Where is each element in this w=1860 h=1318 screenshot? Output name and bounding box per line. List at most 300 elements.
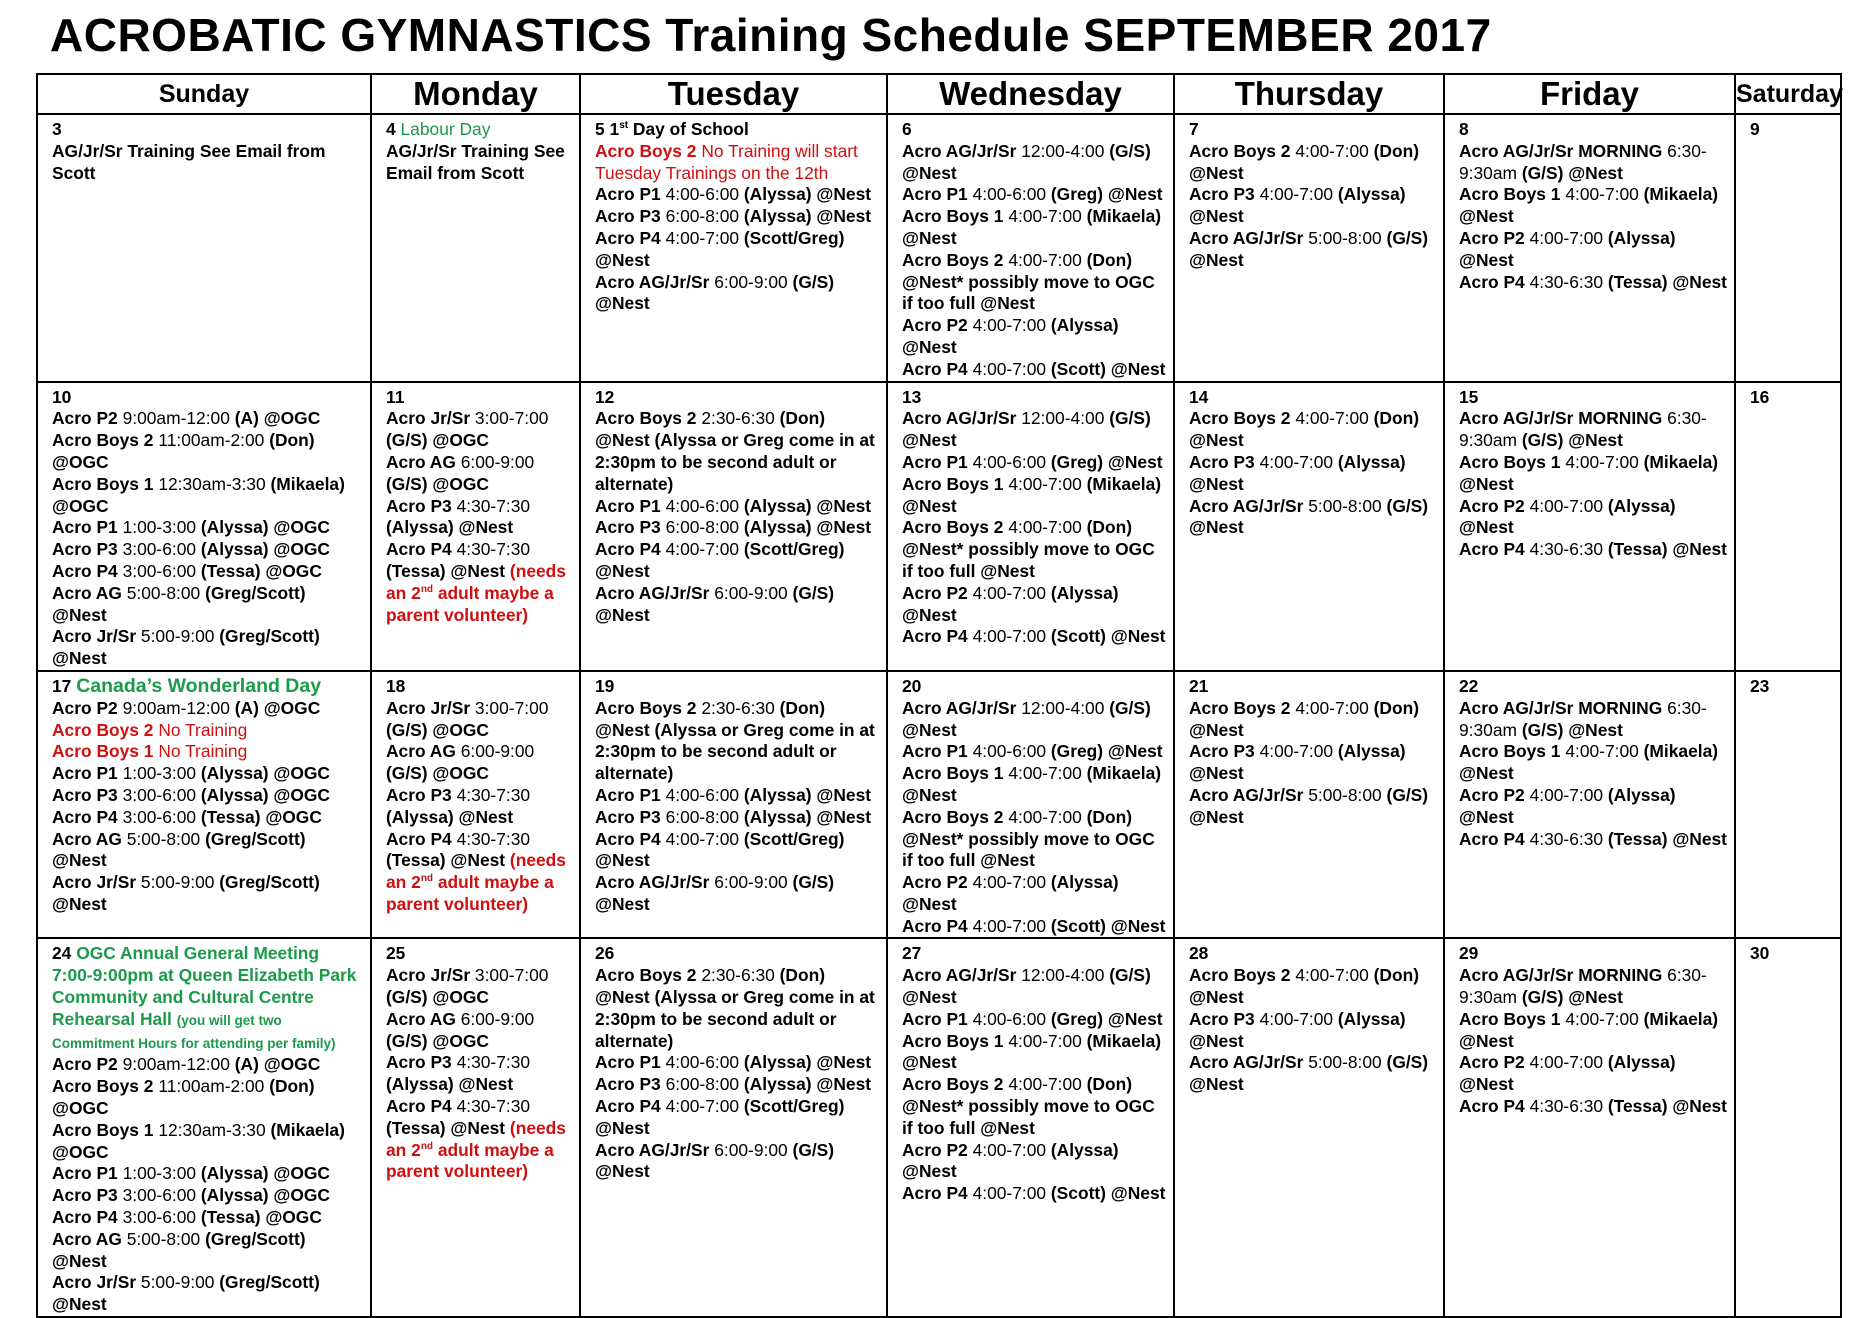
entry-time: 2:30-6:30 (696, 965, 780, 986)
day-cell-sep-15 (1444, 382, 1735, 671)
entry-label: Acro AG/Jr/Sr (1189, 1052, 1304, 1073)
entry-detail: (Mikaela) @Nest (902, 1030, 1162, 1073)
day-cell-sep-6 (887, 114, 1174, 382)
entry-detail: (G/S) @OGC (386, 1030, 489, 1051)
entry (595, 1074, 880, 1096)
entry (386, 452, 573, 496)
entry-detail: (G/S) @Nest (1521, 719, 1623, 740)
entry-time: 4:30-6:30 (1524, 539, 1608, 560)
entry (1459, 1009, 1728, 1053)
entry-detail: (G/S) @Nest (595, 582, 835, 625)
entry-label: Acro Jr/Sr (52, 872, 137, 893)
entry (386, 496, 573, 540)
entry-detail: (Scott/Greg) @Nest (595, 539, 845, 581)
entry-label: Acro AG/Jr/Sr (902, 140, 1017, 161)
notice-program: Acro Boys 2 (595, 140, 697, 161)
entry (595, 496, 880, 518)
entry-detail: (Tessa) @OGC (200, 1207, 322, 1228)
entry-label: Acro P4 (52, 806, 118, 827)
notice-program: Acro Boys 2 (52, 719, 154, 740)
day-number: 25 (386, 943, 406, 964)
entry (386, 408, 573, 452)
entry-detail: (Tessa) @Nest (1607, 828, 1727, 849)
entry-detail: (Scott) @Nest (1050, 1183, 1166, 1204)
entry-time: 6:30-9:30am (1459, 140, 1707, 183)
entry-time: 12:30am-3:30 (153, 1119, 271, 1140)
entry-label: Acro P4 (902, 1183, 968, 1204)
entry-time: 4:00-7:00 (1003, 763, 1087, 784)
header-saturday: Saturday (1735, 74, 1841, 114)
entry-label: Acro P2 (1459, 495, 1525, 516)
entry-detail: (Greg) @Nest (1050, 741, 1163, 762)
notice-text: No Training (153, 719, 248, 740)
entry-label: Acro Boys 2 (595, 965, 697, 986)
entry-time: 1:00-3:00 (117, 517, 201, 538)
entry-label: Acro AG/Jr/Sr MORNING (1459, 697, 1663, 718)
entry (1189, 785, 1437, 829)
entry (902, 141, 1167, 185)
entry-time: 3:00-6:00 (117, 784, 201, 805)
entry-detail: (Don) @Nest (1189, 965, 1420, 1008)
entry-detail: (G/S) @Nest (1521, 162, 1623, 183)
entry-time: 3:00-6:00 (117, 539, 201, 560)
entry-label: Acro P4 (1459, 271, 1525, 292)
entry-time: 5:00-8:00 (121, 1228, 206, 1249)
entry-detail: (Alyssa) @Nest (743, 1052, 872, 1073)
entry-label: Acro P2 (1459, 784, 1525, 805)
entry-label: Acro P4 (595, 539, 661, 560)
entry (1189, 1009, 1437, 1053)
notice-program: Acro Boys 1 (52, 741, 154, 762)
entry (386, 1009, 573, 1053)
entry (902, 1009, 1167, 1031)
entry (595, 408, 880, 495)
entry (1189, 141, 1437, 185)
entry-time: 5:00-8:00 (1303, 784, 1387, 805)
entry (1189, 184, 1437, 228)
header-wednesday: Wednesday (887, 74, 1174, 114)
entry-label: Acro Boys 2 (595, 408, 697, 429)
entry-label: Acro AG (52, 828, 122, 849)
day-number: 27 (902, 943, 922, 964)
entry-time: 4:00-7:00 (1003, 249, 1087, 270)
notice (52, 741, 364, 763)
day-cell-sep-8 (1444, 114, 1735, 382)
day-number: 9 (1750, 119, 1760, 139)
entry-time: 4:00-7:00 (1560, 184, 1644, 205)
entry-time: 4:30-6:30 (1524, 271, 1608, 292)
entry (386, 539, 573, 626)
entry-label: Acro P1 (595, 495, 661, 516)
entry-time: 3:00-6:00 (117, 1185, 201, 1206)
entry-label: Acro Boys 2 (1189, 697, 1291, 718)
day-number: 6 (902, 119, 912, 139)
entry (1459, 1096, 1728, 1118)
entry-label: Acro Boys 1 (1459, 184, 1561, 205)
entry-label: Acro Boys 2 (1189, 140, 1291, 161)
entry-detail: (G/S) @OGC (386, 473, 489, 494)
entry-detail: (Alyssa) @Nest (1459, 495, 1676, 538)
entry-detail: (Tessa) @Nest (386, 1117, 510, 1138)
entry-detail: (Tessa) @Nest (386, 850, 510, 871)
entry-detail: (Tessa) @Nest (1607, 539, 1727, 560)
entry-time: 4:30-7:30 (451, 1096, 531, 1117)
entry (595, 1096, 880, 1140)
day-number: 30 (1750, 943, 1770, 964)
day-number: 12 (595, 386, 615, 407)
week-row (37, 671, 1841, 939)
entry-time: 4:00-7:00 (1003, 206, 1087, 227)
entry-time: 4:00-7:00 (1003, 806, 1087, 827)
day-number: 3 (52, 119, 62, 139)
entry-detail: (Don) @Nest (1189, 140, 1420, 183)
entry (902, 359, 1167, 381)
entry-detail: (Scott) @Nest (1050, 626, 1166, 647)
entry (902, 583, 1167, 627)
entry-label: Acro P4 (595, 1096, 661, 1117)
entry-detail: (A) @OGC (234, 1054, 321, 1075)
entry-time: 6:00-9:00 (455, 741, 535, 762)
entry (902, 206, 1167, 250)
entry (902, 1183, 1167, 1205)
entry-label: Acro P1 (52, 517, 118, 538)
entry-time: 4:00-7:00 (1560, 741, 1644, 762)
entry-time: 4:30-6:30 (1524, 828, 1608, 849)
entry-detail: (G/S) @Nest (902, 140, 1151, 183)
entry-detail: (Greg/Scott) @Nest (52, 582, 306, 625)
entry-time: 1:00-3:00 (117, 1163, 201, 1184)
entry (1459, 539, 1728, 561)
entry-detail: (G/S) @Nest (1521, 987, 1623, 1008)
entry-label: Acro AG/Jr/Sr (595, 872, 710, 893)
entry-label: Acro P1 (595, 784, 661, 805)
entry (595, 517, 880, 539)
note-sup: nd (420, 873, 434, 885)
entry-detail: (Alyssa) @Nest (1189, 451, 1406, 494)
entry-detail: (Greg) @Nest (1050, 1008, 1163, 1029)
entry (52, 763, 364, 785)
entry-time: 6:00-9:00 (455, 451, 535, 472)
entry-detail: (Don) @Nest (1189, 697, 1420, 740)
entry (902, 807, 1167, 872)
entry-time: 6:00-8:00 (660, 1074, 744, 1095)
entry-label: Acro AG (52, 1228, 122, 1249)
entry (386, 741, 573, 785)
entry-time: 11:00am-2:00 (153, 1076, 270, 1097)
entry-detail: (Tessa) @Nest (1607, 1096, 1727, 1117)
entry-label: Acro AG/Jr/Sr MORNING (1459, 408, 1663, 429)
entry-detail: (Tessa) @Nest (386, 560, 510, 581)
entry-detail: (Alyssa) @Nest (1459, 227, 1676, 270)
entry-detail: (Mikaela) @Nest (1459, 741, 1719, 784)
entry-time: 4:00-7:00 (967, 1183, 1051, 1204)
day-cell-sep-25 (371, 938, 580, 1317)
day-cell-sep-16 (1735, 382, 1841, 671)
entry-time: 4:00-7:00 (660, 227, 744, 248)
entry-label: Acro P3 (595, 517, 661, 538)
entry-time: 5:00-8:00 (121, 582, 206, 603)
entry-label: Acro P4 (52, 560, 118, 581)
entry-detail: (G/S) @Nest (595, 872, 835, 914)
page-title: ACROBATIC GYMNASTICS Training Schedule SEPTEMBER 2017 (50, 9, 1492, 61)
entry-time: 9:00am-12:00 (117, 408, 235, 429)
entry-label: Acro Boys 1 (902, 206, 1004, 227)
entry-detail: (G/S) @Nest (902, 965, 1151, 1008)
entry-time: 5:00-9:00 (136, 626, 220, 647)
entry-detail: (Mikaela) @Nest (1459, 1008, 1719, 1051)
entry-time: 4:00-7:00 (660, 539, 744, 560)
entry-detail: (G/S) @OGC (386, 763, 489, 784)
entry (1189, 228, 1437, 272)
entry-time: 4:00-7:00 (967, 582, 1051, 603)
entry-time: 4:00-7:00 (1524, 227, 1608, 248)
entry-label: Acro Jr/Sr (52, 1272, 137, 1293)
entry (1459, 452, 1728, 496)
day-number: 4 (386, 119, 396, 139)
entry (1189, 698, 1437, 742)
entry-label: Acro Boys 1 (52, 1119, 154, 1140)
entry-label: Acro AG (386, 1008, 456, 1029)
entry (52, 1229, 364, 1273)
notice-text: No Training (153, 741, 248, 762)
day-number: 29 (1459, 943, 1479, 964)
entry (386, 829, 573, 916)
entry-label: Acro Boys 2 (902, 806, 1004, 827)
entry-detail: (Scott) @Nest (1050, 358, 1166, 379)
event-part: 1 (609, 119, 620, 139)
entry-detail: (Don) @Nest (Alyssa or Greg come in at 2:30pm to be second adult or alternate) (595, 965, 875, 1051)
entry-label: Acro P3 (595, 806, 661, 827)
entry-detail: (A) @OGC (234, 408, 321, 429)
entry-time: 4:00-7:00 (1003, 1030, 1087, 1051)
entry-time: 4:30-6:30 (1524, 1096, 1608, 1117)
day-number: 14 (1189, 386, 1209, 407)
entry-time: 4:00-7:00 (1524, 784, 1608, 805)
entry (52, 583, 364, 627)
entry (902, 626, 1167, 648)
entry-label: Acro Boys 1 (1459, 1008, 1561, 1029)
entry-label: Acro P2 (902, 872, 968, 893)
entry-time: 4:00-7:00 (1290, 140, 1374, 161)
entry-detail: (G/S) @Nest (902, 408, 1151, 451)
entry (902, 184, 1167, 206)
entry (1189, 452, 1437, 496)
day-number: 19 (595, 675, 615, 696)
entry (1459, 1052, 1728, 1096)
entry-label: Acro P4 (1459, 1096, 1525, 1117)
entry-detail: (A) @OGC (234, 697, 321, 718)
notice (595, 141, 880, 185)
entry-label: Acro AG/Jr/Sr (595, 1139, 710, 1160)
entry (52, 1185, 364, 1207)
entry-label: Acro P1 (902, 741, 968, 762)
entry-label: Acro Jr/Sr (386, 697, 471, 718)
entry (595, 1052, 880, 1074)
entry-detail: (Alyssa) @Nest (386, 806, 514, 827)
entry-detail: (G/S) @Nest (1189, 495, 1429, 538)
entry-time: 5:00-8:00 (121, 828, 206, 849)
entry-time: 4:00-7:00 (1003, 517, 1087, 538)
day-cell-sep-27 (887, 938, 1174, 1317)
entry-label: Acro Boys 2 (52, 430, 154, 451)
entry (52, 807, 364, 829)
entry-label: Acro P2 (1459, 1052, 1525, 1073)
day-cell-sep-20 (887, 671, 1174, 939)
day-number: 15 (1459, 386, 1479, 407)
day-number: 16 (1750, 386, 1770, 407)
entry-time: 12:00-4:00 (1016, 965, 1110, 986)
entry (902, 741, 1167, 763)
entry-detail: (Greg/Scott) @Nest (52, 1228, 306, 1271)
entry-detail: (Greg) @Nest (1050, 184, 1163, 205)
day-cell-sep-18 (371, 671, 580, 939)
entry-detail: (Scott/Greg) @Nest (595, 828, 845, 871)
entry-detail: (Alyssa) @Nest (1189, 1008, 1406, 1051)
entry-label: Acro Boys 2 (902, 517, 1004, 538)
entry-time: 4:00-7:00 (660, 1096, 744, 1117)
day-cell-sep-22 (1444, 671, 1735, 939)
entry (1189, 965, 1437, 1009)
entry-detail: (Greg/Scott) @Nest (52, 626, 320, 669)
entry-time: 2:30-6:30 (696, 697, 780, 718)
entry: AG/Jr/Sr Training See Email from Scott (386, 140, 565, 183)
entry-label: Acro P4 (52, 1207, 118, 1228)
entry-label: Acro P1 (902, 451, 968, 472)
entry-label: Acro P3 (1189, 451, 1255, 472)
entry (386, 698, 573, 742)
entry-time: 12:00-4:00 (1016, 408, 1110, 429)
entry (386, 1096, 573, 1183)
entry-time: 3:00-7:00 (470, 965, 549, 986)
entry (52, 829, 364, 873)
entry-time: 4:30-7:30 (451, 828, 531, 849)
entry-time: 3:00-7:00 (470, 697, 549, 718)
day-number: 8 (1459, 119, 1469, 139)
entry (1189, 408, 1437, 452)
entry-detail: (Don) @Nest (Alyssa or Greg come in at 2:30pm to be second adult or alternate) (595, 408, 875, 494)
entry-time: 12:00-4:00 (1016, 140, 1110, 161)
entry-time: 4:00-6:00 (967, 184, 1051, 205)
entry-label: Acro P3 (386, 495, 452, 516)
entry (902, 315, 1167, 359)
entry (902, 474, 1167, 518)
event-label (610, 119, 749, 139)
entry-detail: (Don) @Nest* possibly move to OGC if too full @Nest (902, 806, 1155, 871)
header-monday: Monday (371, 74, 580, 114)
entry-time: 4:30-7:30 (451, 495, 531, 516)
entry-detail: (Greg/Scott) @Nest (52, 872, 320, 914)
day-number: 26 (595, 943, 615, 964)
entry-label: Acro Boys 2 (1189, 408, 1291, 429)
entry-detail: (Scott/Greg) @Nest (595, 227, 845, 270)
entry-time: 4:00-7:00 (967, 626, 1051, 647)
entry-detail: (Alyssa) @Nest (743, 517, 872, 538)
entry-detail: (Mikaela) @Nest (1459, 451, 1719, 494)
entry-label: Acro P2 (902, 315, 968, 336)
day-number: 21 (1189, 675, 1209, 696)
weekday-header-row (37, 74, 1841, 114)
entry-detail: (Mikaela) @Nest (902, 206, 1162, 248)
entry-detail: (Alyssa) @OGC (200, 784, 330, 805)
entry-time: 1:00-3:00 (117, 763, 201, 784)
entry-label: Acro AG/Jr/Sr (595, 271, 710, 292)
entry-label: Acro P4 (1459, 828, 1525, 849)
entry-detail: (G/S) @Nest (1189, 227, 1429, 270)
entry-label: Acro P1 (902, 184, 968, 205)
day-cell-sep-23 (1735, 671, 1841, 939)
entry-time: 4:00-6:00 (660, 184, 744, 205)
day-number: 23 (1750, 675, 1770, 696)
entry-label: Acro Boys 1 (902, 763, 1004, 784)
entry-time: 2:30-6:30 (696, 408, 780, 429)
entry-label: Acro Boys 2 (52, 1076, 154, 1097)
entry-label: Acro AG/Jr/Sr (902, 965, 1017, 986)
entry-detail: (Alyssa) @Nest (1189, 741, 1406, 784)
entry-detail: (Mikaela) @Nest (902, 473, 1162, 516)
entry (902, 408, 1167, 452)
entry (595, 539, 880, 583)
entry (595, 785, 880, 807)
entry-time: 9:00am-12:00 (117, 697, 235, 718)
entry-label: Acro AG (386, 451, 456, 472)
entry-label: Acro AG/Jr/Sr (902, 408, 1017, 429)
entry-detail: (Alyssa) @Nest (743, 184, 872, 205)
meeting-note: (you will get two Commitment Hours for attending per family) (52, 1012, 336, 1051)
entry-time: 4:00-7:00 (1290, 408, 1374, 429)
entry-detail: (Alyssa) @Nest (1459, 784, 1676, 827)
day-cell-sep-12 (580, 382, 887, 671)
entry-detail: (Alyssa) @OGC (200, 1163, 330, 1184)
entry-label: Acro AG (386, 741, 456, 762)
entry-label: Acro Jr/Sr (386, 965, 471, 986)
entry-detail: (Alyssa) @OGC (200, 763, 330, 784)
day-cell-sep-17 (37, 671, 371, 939)
notice-text: No Training will start Tuesday Trainings on the 12th (595, 140, 858, 183)
entry-label: Acro P3 (1189, 1008, 1255, 1029)
day-cell-sep-11 (371, 382, 580, 671)
day-number: 22 (1459, 675, 1479, 696)
day-cell-sep-13 (887, 382, 1174, 671)
entry: AG/Jr/Sr Training See Email from Scott (52, 140, 326, 183)
note-sup: nd (420, 583, 434, 595)
entry-time: 4:00-7:00 (967, 358, 1051, 379)
day-cell-sep-5 (580, 114, 887, 382)
entry-label: Acro P2 (52, 1054, 118, 1075)
entry-time: 5:00-8:00 (1303, 1052, 1387, 1073)
entry-time: 4:00-7:00 (1290, 965, 1374, 986)
entry-label: Acro P3 (1189, 741, 1255, 762)
entry-detail: (Alyssa) @OGC (200, 517, 330, 538)
entry-label: Acro P2 (52, 408, 118, 429)
entry-label: Acro Boys 1 (1459, 451, 1561, 472)
entry (52, 1076, 364, 1120)
entry (595, 807, 880, 829)
entry-detail: (G/S) @Nest (1521, 430, 1623, 451)
calendar-table (36, 73, 1842, 1318)
event-part: Day of School (628, 119, 749, 139)
entry (1189, 741, 1437, 785)
entry-time: 6:00-9:00 (455, 1008, 535, 1029)
entry (902, 452, 1167, 474)
entry-detail: (Greg/Scott) @Nest (52, 828, 306, 871)
entry-time: 4:00-7:00 (1254, 184, 1338, 205)
day-cell-sep-30 (1735, 938, 1841, 1317)
entry-label: Acro P3 (386, 784, 452, 805)
entry-label: Acro AG/Jr/Sr (1189, 227, 1304, 248)
entry-detail: (Scott/Greg) @Nest (595, 1096, 845, 1138)
entry-time: 4:00-7:00 (1524, 1052, 1608, 1073)
entry-label: Acro Boys 1 (52, 473, 154, 494)
